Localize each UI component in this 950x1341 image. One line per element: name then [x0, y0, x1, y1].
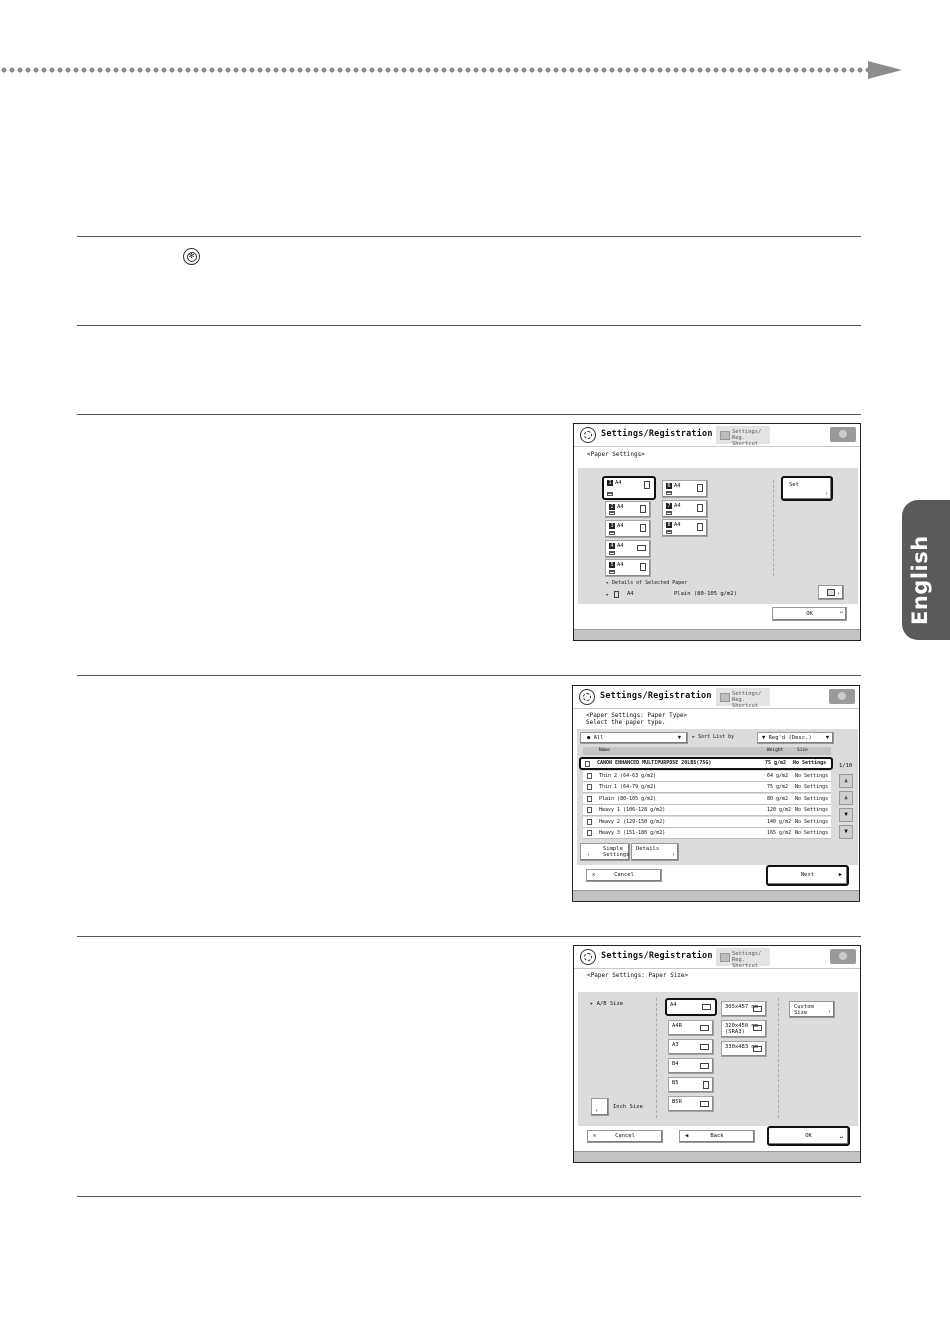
- custom-size-button[interactable]: Custom Size ›: [789, 1001, 835, 1018]
- scroll-down-icon[interactable]: ▼: [839, 808, 853, 822]
- drawer-6-button[interactable]: 6 A4: [662, 480, 708, 498]
- drawer-8-button[interactable]: 8 A4: [662, 519, 708, 537]
- simple-settings-button[interactable]: Simple Settings ›: [580, 843, 630, 861]
- ab-size-label: ▸ A/B Size: [590, 1001, 624, 1007]
- screenshot-paper-size: [573, 945, 861, 1163]
- ok-button[interactable]: OK ↵: [772, 607, 847, 621]
- size-a4-button[interactable]: A4: [665, 998, 717, 1016]
- set-button[interactable]: Set ›: [781, 476, 833, 501]
- status-bar: [574, 629, 860, 640]
- table-header: [583, 747, 831, 755]
- title-bar: [573, 686, 859, 709]
- status-bar: [573, 890, 859, 901]
- shortcut-button[interactable]: Settings/ Reg. Shortcut: [716, 426, 770, 444]
- table-row[interactable]: Heavy 1 (106-128 g/m2) 120 g/m2 No Settings: [583, 805, 831, 816]
- paper-details-icon-button[interactable]: ›: [818, 585, 844, 600]
- cancel-button[interactable]: ✕ Cancel: [587, 1130, 663, 1143]
- details-type: Plain (80-105 g/m2): [674, 591, 737, 597]
- divider: [77, 675, 861, 676]
- inch-size-label: Inch Size: [613, 1104, 643, 1110]
- divider: [773, 480, 774, 576]
- size-b5r-button[interactable]: B5R: [668, 1096, 714, 1112]
- drawer-4-button[interactable]: 4 A4: [605, 540, 651, 558]
- details-size: A4: [627, 591, 634, 597]
- shortcut-button[interactable]: Settings/ Reg. Shortcut: [716, 948, 770, 966]
- size-330x483-button[interactable]: 330x483 mm: [721, 1041, 767, 1057]
- scroll-up-icon[interactable]: ▲: [839, 791, 853, 805]
- paper-type-panel: [577, 729, 858, 865]
- details-button[interactable]: Details ›: [631, 843, 679, 861]
- inch-size-button[interactable]: ›: [591, 1098, 609, 1116]
- cancel-button[interactable]: ✕ Cancel: [586, 869, 662, 882]
- breadcrumb: <Paper Settings>: [587, 451, 645, 458]
- language-tab-label: English: [908, 535, 932, 625]
- divider: [77, 236, 861, 237]
- size-a3-button[interactable]: A3: [668, 1039, 714, 1055]
- scroll-top-icon[interactable]: ▲: [839, 774, 853, 788]
- divider: [77, 414, 861, 415]
- divider: [656, 998, 657, 1118]
- drawer-2-button[interactable]: 2 A4: [605, 501, 651, 518]
- title-bar: [574, 946, 860, 969]
- scroll-bottom-icon[interactable]: ▼: [839, 825, 853, 839]
- arrow-right-icon: [868, 61, 902, 79]
- page-indicator: 1/10: [839, 763, 853, 769]
- instruction-text: Select the paper type.: [586, 719, 666, 726]
- col-basis: Weight: [767, 748, 784, 753]
- table-row[interactable]: Plain (80-105 g/m2) 80 g/m2 No Settings: [583, 794, 831, 805]
- next-button[interactable]: Next ▶: [766, 865, 849, 886]
- dotted-header-line: [0, 64, 870, 76]
- table-row[interactable]: CANON ENHANCED MULTIPURPOSE 20LBS(75G) 75 g/m2 No Settings: [579, 757, 833, 770]
- size-sra3-button[interactable]: 320x450 mm (SRA3): [721, 1020, 767, 1038]
- breadcrumb: <Paper Settings: Paper Type>: [586, 712, 688, 719]
- settings-registration-icon: ✻: [183, 248, 200, 265]
- screen-title: Settings/Registration: [600, 691, 712, 701]
- shortcut-button[interactable]: Settings/ Reg. Shortcut: [716, 688, 770, 706]
- sort-dropdown[interactable]: ▼ Reg'd (Desc.) ▼: [757, 732, 834, 744]
- size-a4r-button[interactable]: A4R: [668, 1020, 714, 1036]
- details-header: ▸ Details of Selected Paper: [606, 580, 688, 586]
- settings-gear-icon: [579, 689, 595, 705]
- table-row[interactable]: Heavy 2 (129-150 g/m2) 140 g/m2 No Settings: [583, 817, 831, 828]
- drawer-7-button[interactable]: 7 A4: [662, 500, 708, 518]
- ok-button[interactable]: OK ↵: [767, 1126, 850, 1146]
- screen-title: Settings/Registration: [601, 429, 713, 439]
- screen-title: Settings/Registration: [601, 951, 713, 961]
- breadcrumb: <Paper Settings: Paper Size>: [587, 972, 689, 979]
- divider: [77, 1196, 861, 1197]
- language-tab: [902, 500, 950, 640]
- home-icon[interactable]: [829, 689, 855, 704]
- title-bar: [574, 424, 860, 447]
- drawer-panel: [578, 468, 858, 604]
- paper-sheet-icon: ▸: [606, 591, 622, 599]
- col-name: Name: [599, 748, 610, 753]
- drawer-3-button[interactable]: 3 A4: [605, 520, 651, 538]
- table-row[interactable]: Thin 2 (64-63 g/m2) 64 g/m2 No Settings: [583, 771, 831, 782]
- paper-size-panel: [578, 992, 858, 1126]
- drawer-1-button[interactable]: 1 A4: [602, 476, 656, 500]
- screenshot-paper-type: [572, 685, 860, 902]
- divider: [778, 998, 779, 1118]
- settings-gear-icon: [580, 949, 596, 965]
- drawer-5-button[interactable]: 5 A4: [605, 559, 651, 577]
- table-row[interactable]: Thin 1 (64-79 g/m2) 75 g/m2 No Settings: [583, 782, 831, 793]
- divider: [77, 936, 861, 937]
- settings-gear-icon: [580, 427, 596, 443]
- divider: [77, 325, 861, 326]
- table-row[interactable]: Heavy 3 (151-180 g/m2) 165 g/m2 No Settings: [583, 828, 831, 839]
- size-b4-button[interactable]: B4: [668, 1058, 714, 1074]
- screenshot-paper-settings: [573, 423, 861, 641]
- col-size: Size: [797, 748, 808, 753]
- filter-dropdown[interactable]: ● All ▼: [580, 732, 688, 744]
- size-b5-button[interactable]: B5: [668, 1077, 714, 1093]
- sort-label: ▸ Sort List by: [692, 734, 735, 740]
- status-bar: [574, 1151, 860, 1162]
- home-icon[interactable]: [830, 949, 856, 964]
- home-icon[interactable]: [830, 427, 856, 442]
- size-305x457-button[interactable]: 305x457 mm: [721, 1001, 767, 1017]
- back-button[interactable]: ◀ Back: [679, 1130, 755, 1143]
